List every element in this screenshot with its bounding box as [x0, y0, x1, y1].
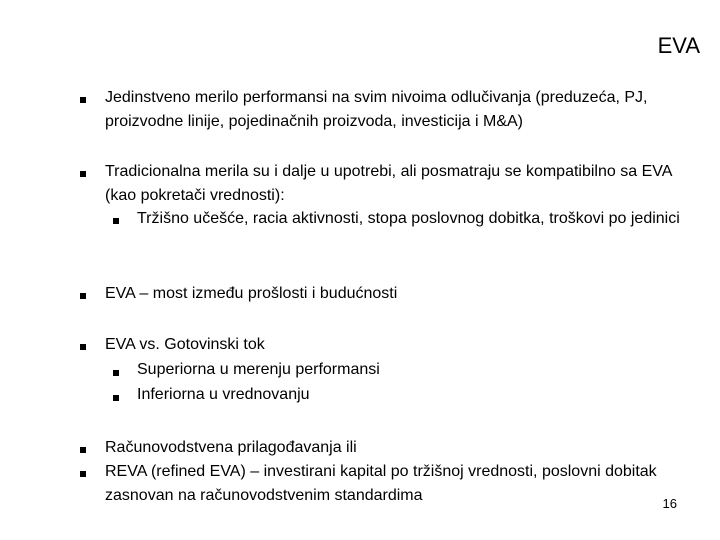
bullet-square-icon — [80, 471, 86, 477]
bullet-text: EVA – most između prošlosti i budućnosti — [105, 285, 398, 302]
bullet-square-icon — [80, 171, 86, 177]
bullet-square-icon — [80, 293, 86, 299]
bullet-square-icon — [80, 344, 86, 350]
sub-bullet-square-icon — [113, 218, 119, 224]
sub-bullet-text: Tržišno učešće, racia aktivnosti, stopa poslovnog dobitka, troškovi po jedinici — [137, 210, 680, 227]
bullet-text: Jedinstveno merilo performansi na svim nivoima odlučivanja (preduzeća, PJ, proizvodne linije, pojedinačnih proizvoda, investicija i M&A) — [105, 89, 648, 130]
bullet-text: REVA (refined EVA) – investirani kapital po tržišnoj vrednosti, poslovni dobitak zasnovan na računovodstvenim standardima — [105, 463, 657, 504]
sub-bullet-text: Inferiorna u vrednovanju — [137, 386, 310, 403]
bullet-square-icon — [80, 97, 86, 103]
page-number: 16 — [662, 496, 677, 511]
bullet-text: EVA vs. Gotovinski tok — [105, 336, 265, 353]
slide-title: EVA — [657, 33, 700, 58]
bullet-square-icon — [80, 447, 86, 453]
sub-bullet-square-icon — [113, 395, 119, 401]
bullet-text: Računovodstvena prilagođavanja ili — [105, 439, 357, 456]
bullet-text: Tradicionalna merila su i dalje u upotrebi, ali posmatraju se kompatibilno sa EVA (kao pokretači vrednosti): — [105, 163, 672, 204]
sub-bullet-text: Superiorna u merenju performansi — [137, 361, 380, 378]
sub-bullet-square-icon — [113, 370, 119, 376]
